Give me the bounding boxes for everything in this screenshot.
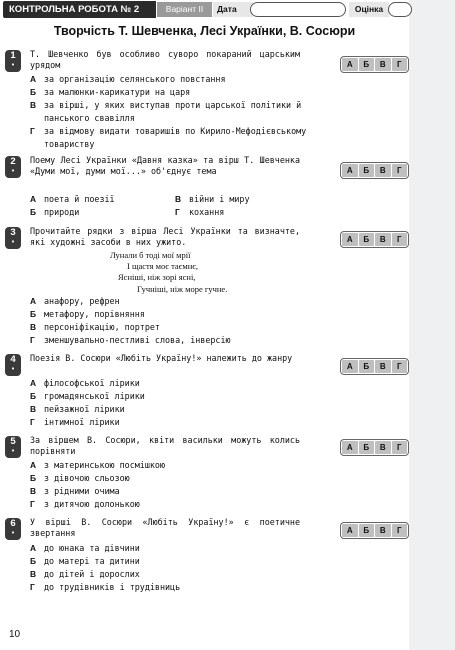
answer-cell-a[interactable]: А [342,441,358,454]
answer-cell-b[interactable]: Б [359,58,375,71]
date-field[interactable] [250,2,346,17]
question-text: Прочитайте рядки з вірша Лесі Українки та визначте, які художні засоби в них ужито. [30,226,300,248]
poem-line: Лунали б тоді мої мрії [110,250,191,260]
question-text: За віршем В. Сосюри, квіти васильки можуть колись порівняти [30,435,300,457]
options-list [30,73,320,150]
option-b[interactable]: Б метафору, порівняння [30,308,145,319]
option-a[interactable]: А з материнською посмішкою [30,460,166,470]
options-list [30,542,320,594]
answer-cell-c[interactable]: В [375,360,391,373]
answer-cell-a[interactable]: А [342,58,358,71]
answer-cell-b[interactable]: Б [359,233,375,246]
page-title: Творчість Т. Шевченка, Лесі Українки, В. Сосюри [53,24,356,38]
option-a[interactable]: А до юнака та дівчини [30,543,140,553]
answer-cell-b[interactable]: Б [359,164,375,177]
question-text: У вірші В. Сосюри «Любіть Україну!» є поетичне звертання [30,517,300,539]
option-a[interactable]: А за організацію селянського повстання [30,74,226,84]
question-text: Поему Лесі Українки «Давня казка» та вірш Т. Шевченка «Думи мої, думи мої...» об'єднує тема [30,155,300,177]
answer-cell-d[interactable]: Г [392,164,408,177]
answer-cell-c[interactable]: В [375,233,391,246]
option-d[interactable]: Г за відмову видати товаришів по Кирило-Мефодієвському товариству [30,125,307,149]
question-number-badge: 3 • [5,227,21,249]
question-text: Поезія В. Сосюри «Любіть Україну!» належить до жанру [30,353,293,363]
option-b[interactable]: Б природи [30,206,80,217]
answer-cell-d[interactable]: Г [392,441,408,454]
poem-line: Ясніші, ніж зорі ясні, [118,272,196,283]
answer-cell-a[interactable]: А [342,360,358,373]
option-b[interactable]: Б з дівочою сльозою [30,472,130,483]
page-number: 10 [9,629,21,640]
question-number-badge: 2 • [5,156,21,178]
answer-cell-a[interactable]: А [342,164,358,177]
score-label: Оцінка [349,2,389,17]
answer-cell-d[interactable]: Г [392,524,408,537]
option-d[interactable]: Г з дитячою долонькою [30,498,140,509]
answer-cell-c[interactable]: В [375,58,391,71]
date-label: Дата [213,2,253,17]
options-list [30,377,320,429]
margin-strip [409,0,455,650]
option-a[interactable]: А анафору, рефрен [30,296,120,306]
question-number-badge: 1 • [5,50,21,72]
answer-grid [340,439,409,456]
option-c[interactable]: В пейзажної лірики [30,403,125,414]
answer-cell-b[interactable]: Б [359,441,375,454]
answer-grid [340,358,409,375]
option-c[interactable]: В персоніфікацію, портрет [30,321,160,332]
options-list [30,193,320,219]
question-number-badge: 4 • [5,354,21,376]
header-bar [3,1,409,18]
poem-excerpt [110,250,310,295]
option-c[interactable]: В війни і миру [175,194,250,204]
answer-grid [340,162,409,179]
test-title: КОНТРОЛЬНА РОБОТА № 2 [3,1,156,18]
option-b[interactable]: Б за малюнки-карикатури на царя [30,86,191,97]
option-d[interactable]: Г зменшувально-пестливі слова, інверсію [30,334,231,345]
answer-cell-c[interactable]: В [375,164,391,177]
answer-cell-c[interactable]: В [375,524,391,537]
variant-label: Варіант II [157,2,212,17]
answer-cell-b[interactable]: Б [359,524,375,537]
question-number-badge: 6 • [5,518,21,540]
answer-cell-c[interactable]: В [375,441,391,454]
answer-cell-d[interactable]: Г [392,58,408,71]
options-list [30,459,320,511]
option-c[interactable]: В до дітей і дорослих [30,568,140,579]
answer-cell-d[interactable]: Г [392,360,408,373]
answer-grid [340,231,409,248]
option-d[interactable]: Г до трудівників і трудівниць [30,581,181,592]
option-b[interactable]: Б до матері та дитини [30,555,140,566]
answer-cell-a[interactable]: А [342,524,358,537]
answer-grid [340,56,409,73]
option-a[interactable]: А філософської лірики [30,378,140,388]
option-d[interactable]: Г кохання [175,206,225,217]
option-b[interactable]: Б громадянської лірики [30,390,145,401]
answer-cell-a[interactable]: А [342,233,358,246]
answer-grid [340,522,409,539]
answer-cell-b[interactable]: Б [359,360,375,373]
option-c[interactable]: В з рідними очима [30,485,120,496]
poem-line: Гучніші, ніж море гучне. [137,283,228,294]
score-field[interactable] [388,2,412,17]
question-number-badge: 5 • [5,436,21,458]
options-list [30,295,320,347]
option-a[interactable]: А поета й поезії [30,194,115,204]
poem-line: І щастя моє таємнє, [127,261,199,272]
option-c[interactable]: В за вірші, у яких виступав проти царської політики й панського свавілля [30,99,302,123]
option-d[interactable]: Г інтимної лірики [30,416,120,427]
question-text: Т. Шевченко був особливо суворо покараний царським урядом [30,49,300,71]
answer-cell-d[interactable]: Г [392,233,408,246]
